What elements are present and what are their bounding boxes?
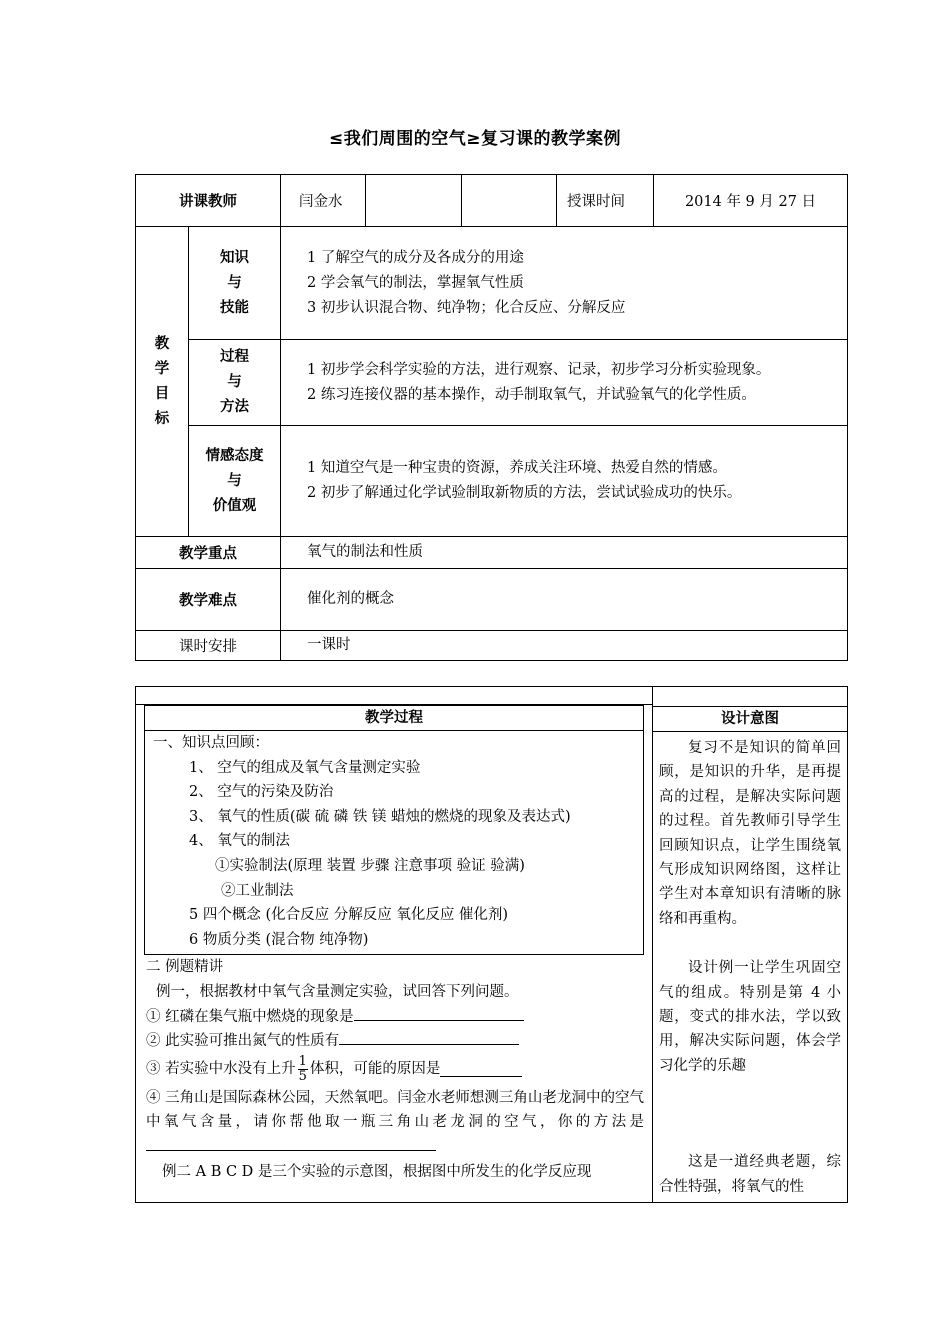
- goal-line: 1 知道空气是一种宝贵的资源，养成关注环境、热爱自然的情感。: [307, 460, 727, 476]
- emotion-content: [281, 426, 848, 537]
- examples-section: [136, 955, 652, 1184]
- review-item: 5 四个概念 (化合反应 分解反应 氧化反应 催化剂): [189, 907, 509, 924]
- difficulty-label: 教学难点: [136, 569, 281, 631]
- label-line: 情感态度: [205, 447, 264, 464]
- review-item: 4、 氧气的制法: [189, 833, 290, 850]
- design-paragraph: 设计例一让学生巩固空气的组成。特别是第 4 小题，变式的排水法，学以致用，解决实际问题，体会学习化学的乐趣: [659, 960, 841, 1074]
- question-3: [146, 1054, 652, 1086]
- label-line: 与: [227, 274, 242, 291]
- teacher-label: 讲课教师: [136, 175, 281, 227]
- goal-line: 2 初步了解通过化学试验制取新物质的方法，尝试试验成功的快乐。: [307, 485, 742, 501]
- label-line: 与: [227, 472, 242, 489]
- answer-blank: [146, 1136, 436, 1151]
- page-title: ≤我们周围的空气≥复习课的教学案例: [329, 129, 621, 149]
- review-item: ①实验制法(原理 装置 步骤 注意事项 验证 验满): [215, 857, 525, 874]
- design-column: [653, 687, 848, 1203]
- example1-intro: 例一，根据教材中氧气含量测定实验，试回答下列问题。: [156, 983, 519, 1000]
- schedule-label: 课时安排: [136, 631, 281, 661]
- fraction-denominator: 5: [298, 1069, 307, 1085]
- label-line: 与: [227, 374, 242, 390]
- question-text: ② 此实验可推出氮气的性质有: [146, 1033, 340, 1050]
- spacer-cell: [136, 687, 653, 705]
- question-2: [146, 1029, 652, 1054]
- goal-line: 1 初步学会科学实验的方法，进行观察、记录，初步学习分析实验现象。: [307, 361, 771, 378]
- fraction-numerator: 1: [298, 1054, 307, 1070]
- process-column: [136, 705, 653, 1203]
- label-line: 知识: [220, 249, 249, 266]
- label-line: 方法: [220, 399, 249, 415]
- question-text: ③ 若实验中水没有上升: [146, 1061, 296, 1078]
- label-line: 价值观: [212, 497, 257, 514]
- process-label: [189, 340, 281, 426]
- key-point-value: 氧气的制法和性质: [281, 537, 848, 569]
- teacher-name: 闫金水: [281, 175, 366, 227]
- lesson-info-table: [135, 174, 848, 661]
- design-paragraph: 复习不是知识的简单回顾，是知识的升华，是再提高的过程，是解决实际问题的过程。首先教师引导学生回顾知识点，让学生围绕氧气形成知识网络图，这样让学生对本章知识有清晰的脉络和再重构。: [659, 740, 841, 927]
- review-item: 2、 空气的污染及防治: [189, 784, 334, 801]
- answer-blank: [354, 1006, 524, 1021]
- review-title: 一、知识点回顾：: [153, 735, 269, 751]
- question-1: [146, 1005, 652, 1030]
- fraction: [298, 1055, 308, 1084]
- question-text: ① 红磷在集气瓶中燃烧的现象是: [146, 1008, 354, 1025]
- goals-char: 标: [154, 410, 170, 427]
- goals-char: 目: [154, 385, 170, 402]
- goals-char: 教: [154, 335, 170, 352]
- answer-blank: [339, 1030, 519, 1045]
- design-notes: [653, 732, 847, 1199]
- label-line: 技能: [220, 299, 249, 316]
- question-4: [146, 1086, 652, 1160]
- review-item: ②工业制法: [221, 882, 294, 899]
- label-line: 过程: [220, 349, 249, 365]
- schedule-value: 一课时: [281, 631, 848, 661]
- difficulty-value: 催化剂的概念: [281, 569, 848, 631]
- knowledge-content: [281, 227, 848, 340]
- review-item: 6 物质分类 (混合物 纯净物): [189, 931, 369, 948]
- review-item: 3、 氧气的性质(碳 硫 磷 铁 镁 蜡烛的燃烧的现象及表达式): [189, 808, 571, 825]
- process-content: [281, 340, 848, 426]
- time-value: 2014 年 9 月 27 日: [654, 175, 848, 227]
- design-header: 设计意图: [653, 706, 847, 732]
- example2-text: 例二 A B C D 是三个实验的示意图，根据图中所发生的化学反应现: [162, 1163, 592, 1180]
- goal-line: 2 学会氧气的制法，掌握氧气性质: [307, 274, 524, 291]
- goal-line: 3 初步认识混合物、纯净物；化合反应、分解反应: [307, 299, 626, 316]
- empty-cell: [462, 175, 557, 227]
- empty-cell: [366, 175, 462, 227]
- goal-line: 1 了解空气的成分及各成分的用途: [307, 249, 524, 266]
- review-box: [144, 705, 644, 955]
- goal-line: 2 练习连接仪器的基本操作，动手制取氧气，并试验氧气的化学性质。: [307, 386, 756, 403]
- process-header: 教学过程: [145, 706, 643, 731]
- emotion-label: [189, 426, 281, 537]
- review-list: [145, 731, 643, 954]
- question-text: 体积，可能的原因是: [309, 1061, 441, 1078]
- knowledge-label: [189, 227, 281, 340]
- teaching-process-table: [135, 686, 848, 1203]
- examples-title: 二 例题精讲: [146, 959, 224, 976]
- goals-char: 学: [154, 360, 170, 377]
- design-paragraph: 这是一道经典老题，综合性特强，将氧气的性: [659, 1154, 841, 1195]
- goals-label: [136, 227, 189, 537]
- review-item: 1、 空气的组成及氧气含量测定实验: [189, 759, 421, 776]
- time-label: 授课时间: [557, 175, 654, 227]
- answer-blank: [440, 1062, 522, 1077]
- question-text: ④ 三角山是国际森林公园，天然氧吧。闫金水老师想测三角山老龙洞中的空气中氧气含量，请你帮他取一瓶三角山老龙洞的空气，你的方法是: [146, 1089, 644, 1131]
- key-point-label: 教学重点: [136, 537, 281, 569]
